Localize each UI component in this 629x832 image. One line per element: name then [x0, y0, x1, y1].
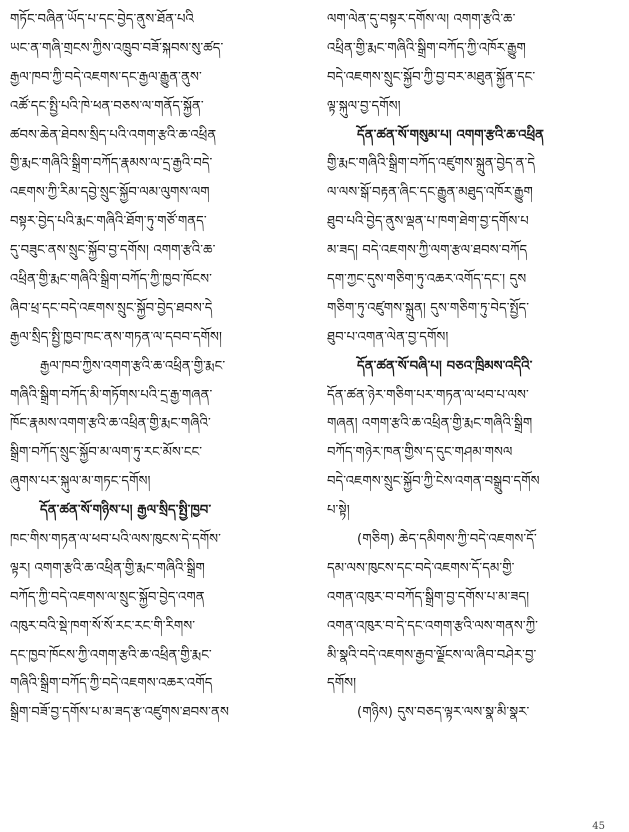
section-heading-line: [10, 497, 308, 526]
text-line: ལ་ལས་སྒོ་བརྟན་ཞིང་དང་རྒྱུན་མཐུད་འཁོར་རྒྱུག: [327, 185, 533, 201]
text-line: དགོས།: [327, 676, 357, 692]
text-line: རྒྱལ་ཁབ་ཀྱིས་འགག་རྩའི་ཆ་འཕྲིན་གྱི་རྨང་: [40, 358, 226, 374]
text-line: བདེ་འཇགས་སྲུང་སྐྱོབ་ཀྱི་ངེས་འགན་བསྒྲུབ་དགོས: [327, 474, 540, 490]
text-line: རྒྱལ་སྲིད་སྤྱི་ཁྱབ་ཁང་ནས་གཏན་ལ་དབབ་དགོས།: [10, 329, 223, 345]
right-column: [327, 6, 621, 728]
text-line: གཞིའི་སྒྲིག་བཀོད་ཀྱི་བདེ་འཇགས་འཆར་འགོད: [10, 676, 213, 692]
text-line: དམ་ལས་ཁུངས་དང་བདེ་འཇགས་དོ་དམ་གྱི་: [327, 560, 515, 576]
text-line: ལྟར། འགག་རྩའི་ཆ་འཕྲིན་གྱི་རྨང་གཞིའི་སྒྲིག: [10, 560, 205, 576]
text-line: གཞན། འགག་རྩའི་ཆ་འཕྲིན་གྱི་རྨང་གཞིའི་སྒྲིག: [327, 416, 533, 432]
text-line: གཏོང་བཞིན་ཡོད་པ་དང་བྱེད་ནུས་ཐོན་པའི: [10, 12, 194, 27]
text-line: ཁོང་རྣམས་འགག་རྩའི་ཆ་འཕྲིན་གྱི་རྨང་གཞིའི་: [10, 416, 211, 432]
text-line: འཇགས་ཀྱི་རིམ་དབྱེ་སྲུང་སྐྱོབ་ལམ་ལུགས་ལག: [10, 185, 210, 201]
section-heading-label: དོན་ཚན་སོ་བཞི་པ། བཅའ་ཁྲིམས་འདིའི་: [357, 358, 533, 374]
text-line: པ་སྟེ།: [327, 503, 350, 519]
text-line: གཞིའི་སྒྲིག་བཀོད་མི་གཏོགས་པའི་དྲ་རྒྱ་གཞན་: [10, 387, 213, 403]
section-heading-label: དོན་ཚན་སོ་གཉིས་པ། རྒྱལ་སྲིད་སྤྱི་ཁྱབ་: [40, 503, 212, 519]
text-line: གྱི་རྨང་གཞིའི་སྒྲིག་བཀོད་རྣམས་ལ་དྲ་རྒྱའི་བདེ་: [10, 156, 213, 172]
text-line: བསྟར་བྱེད་པའི་རྨང་གཞིའི་ཐོག་ཏུ་གཙོ་གནད་: [10, 214, 207, 230]
text-line: གཅིག་ཏུ་འཛུགས་སྐྲུན། དུས་གཅིག་ཏུ་བེད་སྤྱོད་: [327, 300, 530, 316]
text-line: གྱི་རྨང་གཞིའི་སྒྲིག་བཀོད་འཛུགས་སྐྲུན་བྱེད་ན་དེ: [327, 156, 536, 172]
text-line: ཁང་གིས་གཏན་ལ་ཕབ་པའི་ལས་ཁུངས་དེ་དགོས་: [10, 532, 221, 548]
text-line: ཞིབ་ཕྲ་དང་བདེ་འཇགས་སྲུང་སྐྱོབ་བྱེད་ཐབས་དེ: [10, 300, 213, 316]
text-line: ཚབས་ཆེན་ཐེབས་སྲིད་པའི་འགག་རྩའི་ཆ་འཕྲིན: [10, 127, 217, 143]
text-line: འཚོ་དང་སྤྱི་པའི་ཁེ་ཕན་བཅས་ལ་གནོད་སྐྱོན་: [10, 98, 204, 114]
text-line: ཐུབ་པའི་བྱེད་ནུས་ལྡན་པ་ཁག་ཐེག་བྱ་དགོས་པ: [327, 214, 529, 230]
text-line: དག་ཀྱང་དུས་གཅིག་ཏུ་འཆར་འགོད་དང་། དུས: [327, 272, 527, 288]
text-line: ལག་ལེན་དུ་བསྟར་དགོས་ལ། འགག་རྩའི་ཆ་: [327, 12, 516, 27]
text-line: མ་ཟད། བདེ་འཇགས་ཀྱི་ལག་རྩལ་ཐབས་བཀོད: [327, 243, 528, 259]
text-line: དང་ཁྱབ་ཁོངས་ཀྱི་འགག་རྩའི་ཆ་འཕྲིན་གྱི་རྨང་: [10, 647, 212, 663]
section-heading-line: [327, 353, 621, 382]
text-line: འཕྲིན་གྱི་རྨང་གཞིའི་སྒྲིག་བཀོད་ཀྱི་ཁྱབ་ཁོངས་: [10, 272, 212, 288]
text-line: (གཉིས) དུས་བཅད་ལྟར་ལས་སྣ་མི་སྣར་: [357, 705, 530, 721]
text-line: ཡང་ན་གཞི་གྲངས་ཀྱིས་འཁྲུབ་བཟོ་སྐབས་སུ་ཚད་: [10, 40, 224, 56]
text-line: འགན་འཁུར་བ་དེ་དང་འགག་རྩའི་ལས་གནས་ཀྱི་: [327, 618, 539, 634]
text-line: འཕྲིན་གྱི་རྨང་གཞིའི་སྒྲིག་བཀོད་ཀྱི་འཁོར་རྒྱུག: [327, 40, 526, 56]
text-line: འགན་འཁུར་བ་བཀོད་སྒྲིག་བྱ་དགོས་པ་མ་ཟད།: [327, 589, 530, 605]
text-line: རྒྱལ་ཁབ་ཀྱི་བདེ་འཇགས་དང་རྒྱལ་རྒྱུན་ནུས་: [10, 69, 202, 85]
text-line: ཞུགས་པར་སྐུལ་མ་གཏང་དགོས།: [10, 474, 151, 490]
text-line: དོན་ཚན་ཉེར་གཅིག་པར་གཏན་ལ་ཕབ་པ་ལས་: [327, 387, 529, 403]
text-line: བདེ་འཇགས་སྲུང་སྐྱོབ་ཀྱི་བྱ་བར་མཐུན་སྐྱོན་དང་: [327, 69, 536, 85]
text-line: དུ་བཟུང་ནས་སྲུང་སྐྱོབ་བྱ་དགོས། འགག་རྩའི་ཆ་: [10, 243, 216, 259]
text-line: སྒྲིག་བཀོད་སྲུང་སྐྱོབ་མ་ལག་ཏུ་རང་མོས་ངང་: [10, 445, 203, 461]
section-heading-line: [327, 122, 621, 151]
text-line: བཀོད་གཉེར་ཁན་གྱིས་ད་དུང་གཤམ་གསལ: [327, 445, 513, 461]
text-line: ལྟ་སྐུལ་བྱ་དགོས།: [327, 98, 401, 114]
page-number: 45: [592, 821, 605, 832]
text-line: འཁུར་བའི་སྡེ་ཁག་སོ་སོ་རང་རང་གི་རིགས་: [10, 618, 196, 634]
text-line: མི་སྣའི་བདེ་འཇགས་རྒྱབ་ལྗོངས་ལ་ཞིབ་བཤེར་བྱ་: [327, 647, 537, 663]
text-line: སྒྲིག་བཟོ་བྱ་དགོས་པ་མ་ཟད་རྩ་འཛུགས་ཐབས་ནས: [10, 705, 229, 721]
text-line: (གཅིག) ཆེད་དམིགས་ཀྱི་བདེ་འཇགས་དོ་: [357, 532, 537, 548]
text-line: བཀོད་ཀྱི་བདེ་འཇགས་ལ་སྲུང་སྐྱོབ་བྱེད་འགན: [10, 589, 205, 605]
text-line: ཐུབ་པ་འགན་ལེན་བྱ་དགོས།: [327, 329, 449, 345]
left-column: [10, 6, 308, 728]
section-heading-label: དོན་ཚན་སོ་གསུམ་པ། འགག་རྩའི་ཆ་འཕྲིན: [357, 127, 545, 143]
